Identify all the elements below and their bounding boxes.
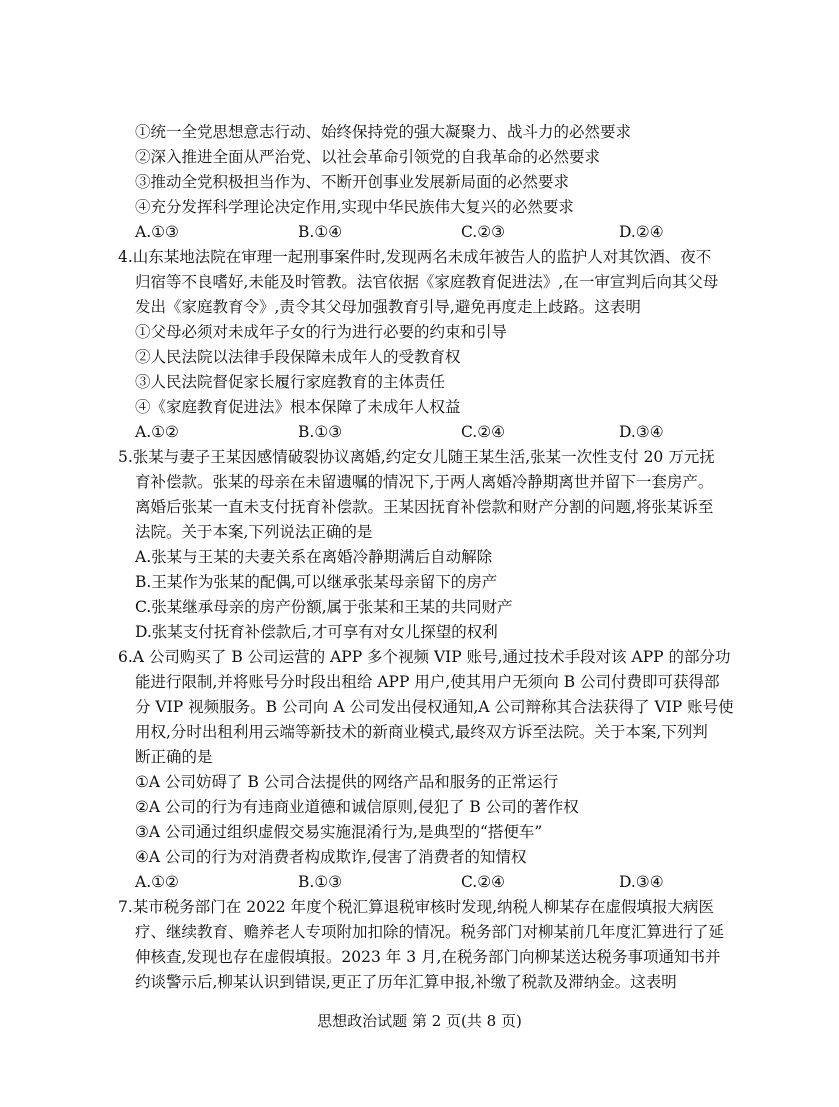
q4-option-a[interactable]: A.①②: [135, 423, 179, 441]
q3-option-c[interactable]: C.②③: [461, 223, 506, 241]
q3-item-4: ④充分发挥科学理论决定作用,实现中华民族伟大复兴的必然要求: [135, 198, 574, 216]
q4-stem-line-1: 4.山东某地法院在审理一起刑事案件时,发现两名未成年被告人的监护人对其饮酒、夜不: [118, 248, 712, 266]
q4-option-b[interactable]: B.①③: [298, 423, 343, 441]
q6-option-c[interactable]: C.②④: [461, 873, 506, 891]
q4-options: [0, 420, 839, 445]
q6-stem-line-5: 断正确的是: [135, 748, 213, 766]
q4-stem-line-3: 发出《家庭教育令》,责令其父母加强教育引导,避免再度走上歧路。这表明: [135, 298, 641, 316]
q5-stem-line-2: 育补偿款。张某的母亲在未留遗嘱的情况下,于两人离婚冷静期离世并留下一套房产。: [135, 473, 714, 491]
q6-item-3: ③A 公司通过组织虚假交易实施混淆行为,是典型的“搭便车”: [135, 823, 543, 841]
q6-option-b[interactable]: B.①③: [298, 873, 343, 891]
page-footer: 思想政治试题 第 2 页(共 8 页): [317, 1012, 522, 1030]
q3-options: [0, 220, 839, 245]
q6-stem-line-4: 用权,分时出租利用云端等新技术的新商业模式,最终双方诉至法院。关于本案,下列判: [135, 723, 708, 741]
q4-option-d[interactable]: D.③④: [619, 423, 664, 441]
q7-stem-line-4: 约谈警示后,柳某认识到错误,更正了历年汇算申报,补缴了税款及滞纳金。这表明: [135, 973, 677, 991]
q6-item-4: ④A 公司的行为对消费者构成欺诈,侵害了消费者的知情权: [135, 848, 527, 866]
q3-item-1: ①统一全党思想意志行动、始终保持党的强大凝聚力、战斗力的必然要求: [135, 123, 632, 141]
q4-option-c[interactable]: C.②④: [461, 423, 506, 441]
q4-stem-line-2: 归宿等不良嗜好,未能及时管教。法官依据《家庭教育促进法》,在一审宣判后向其父母: [135, 273, 719, 291]
question-6: [0, 645, 839, 895]
q3-option-a[interactable]: A.①③: [135, 223, 179, 241]
question-5: [0, 445, 839, 645]
q3-item-2: ②深入推进全面从严治党、以社会革命引领党的自我革命的必然要求: [135, 148, 601, 166]
q5-stem-line-1: 5.张某与妻子王某因感情破裂协议离婚,约定女儿随王某生活,张某一次性支付 20 万元抚: [118, 448, 715, 466]
q4-item-2: ②人民法院以法律手段保障未成年人的受教育权: [135, 348, 461, 366]
q7-stem-line-3: 伸核查,发现也存在虚假填报。2023 年 3 月,在税务部门向柳某送达税务事项通知书并: [135, 948, 721, 966]
q4-item-3: ③人民法院督促家长履行家庭教育的主体责任: [135, 373, 446, 391]
q7-stem-line-1: 7.某市税务部门在 2022 年度个税汇算退税审核时发现,纳税人柳某存在虚假填报大病医: [118, 898, 715, 916]
q6-stem-line-1: 6.A 公司购买了 B 公司运营的 APP 多个视频 VIP 账号,通过技术手段对该 APP 的部分功: [118, 648, 731, 666]
q5-choice-d[interactable]: D.张某支付抚育补偿款后,才可享有对女儿探望的权利: [135, 623, 498, 641]
q5-choice-c[interactable]: C.张某继承母亲的房产份额,属于张某和王某的共同财产: [135, 598, 513, 616]
q3-option-b[interactable]: B.①④: [298, 223, 343, 241]
q6-option-a[interactable]: A.①②: [135, 873, 179, 891]
q6-options: [0, 870, 839, 895]
question-7: [0, 895, 839, 995]
q6-item-1: ①A 公司妨碍了 B 公司合法提供的网络产品和服务的正常运行: [135, 773, 559, 791]
q5-stem-line-4: 法院。关于本案,下列说法正确的是: [135, 523, 373, 541]
q6-item-2: ②A 公司的行为有违商业道德和诚信原则,侵犯了 B 公司的著作权: [135, 798, 579, 816]
q6-option-d[interactable]: D.③④: [619, 873, 664, 891]
q7-stem-line-2: 疗、继续教育、赡养老人专项附加扣除的情况。税务部门对柳某前几年度汇算进行了延: [135, 923, 725, 941]
q3-item-3: ③推动全党积极担当作为、不断开创事业发展新局面的必然要求: [135, 173, 570, 191]
page-content: [0, 120, 839, 995]
q5-choice-a[interactable]: A.张某与王某的夫妻关系在离婚冷静期满后自动解除: [135, 548, 493, 566]
q4-item-4: ④《家庭教育促进法》根本保障了未成年人权益: [135, 398, 461, 416]
q6-stem-line-2: 能进行限制,并将账号分时段出租给 APP 用户,使其用户无须向 B 公司付费即可获得部: [135, 673, 720, 691]
q6-stem-line-3: 分 VIP 视频服务。B 公司向 A 公司发出侵权通知,A 公司辩称其合法获得了 VIP 账号使: [135, 698, 734, 716]
q4-item-1: ①父母必须对未成年子女的行为进行必要的约束和引导: [135, 323, 508, 341]
q3-option-d[interactable]: D.②④: [619, 223, 664, 241]
q5-choice-b[interactable]: B.王某作为张某的配偶,可以继承张某母亲留下的房产: [135, 573, 498, 591]
question-4: [0, 245, 839, 445]
q5-stem-line-3: 离婚后张某一直未支付抚育补偿款。王某因抚育补偿款和财产分割的问题,将张某诉至: [135, 498, 714, 516]
question-3: [0, 120, 839, 245]
